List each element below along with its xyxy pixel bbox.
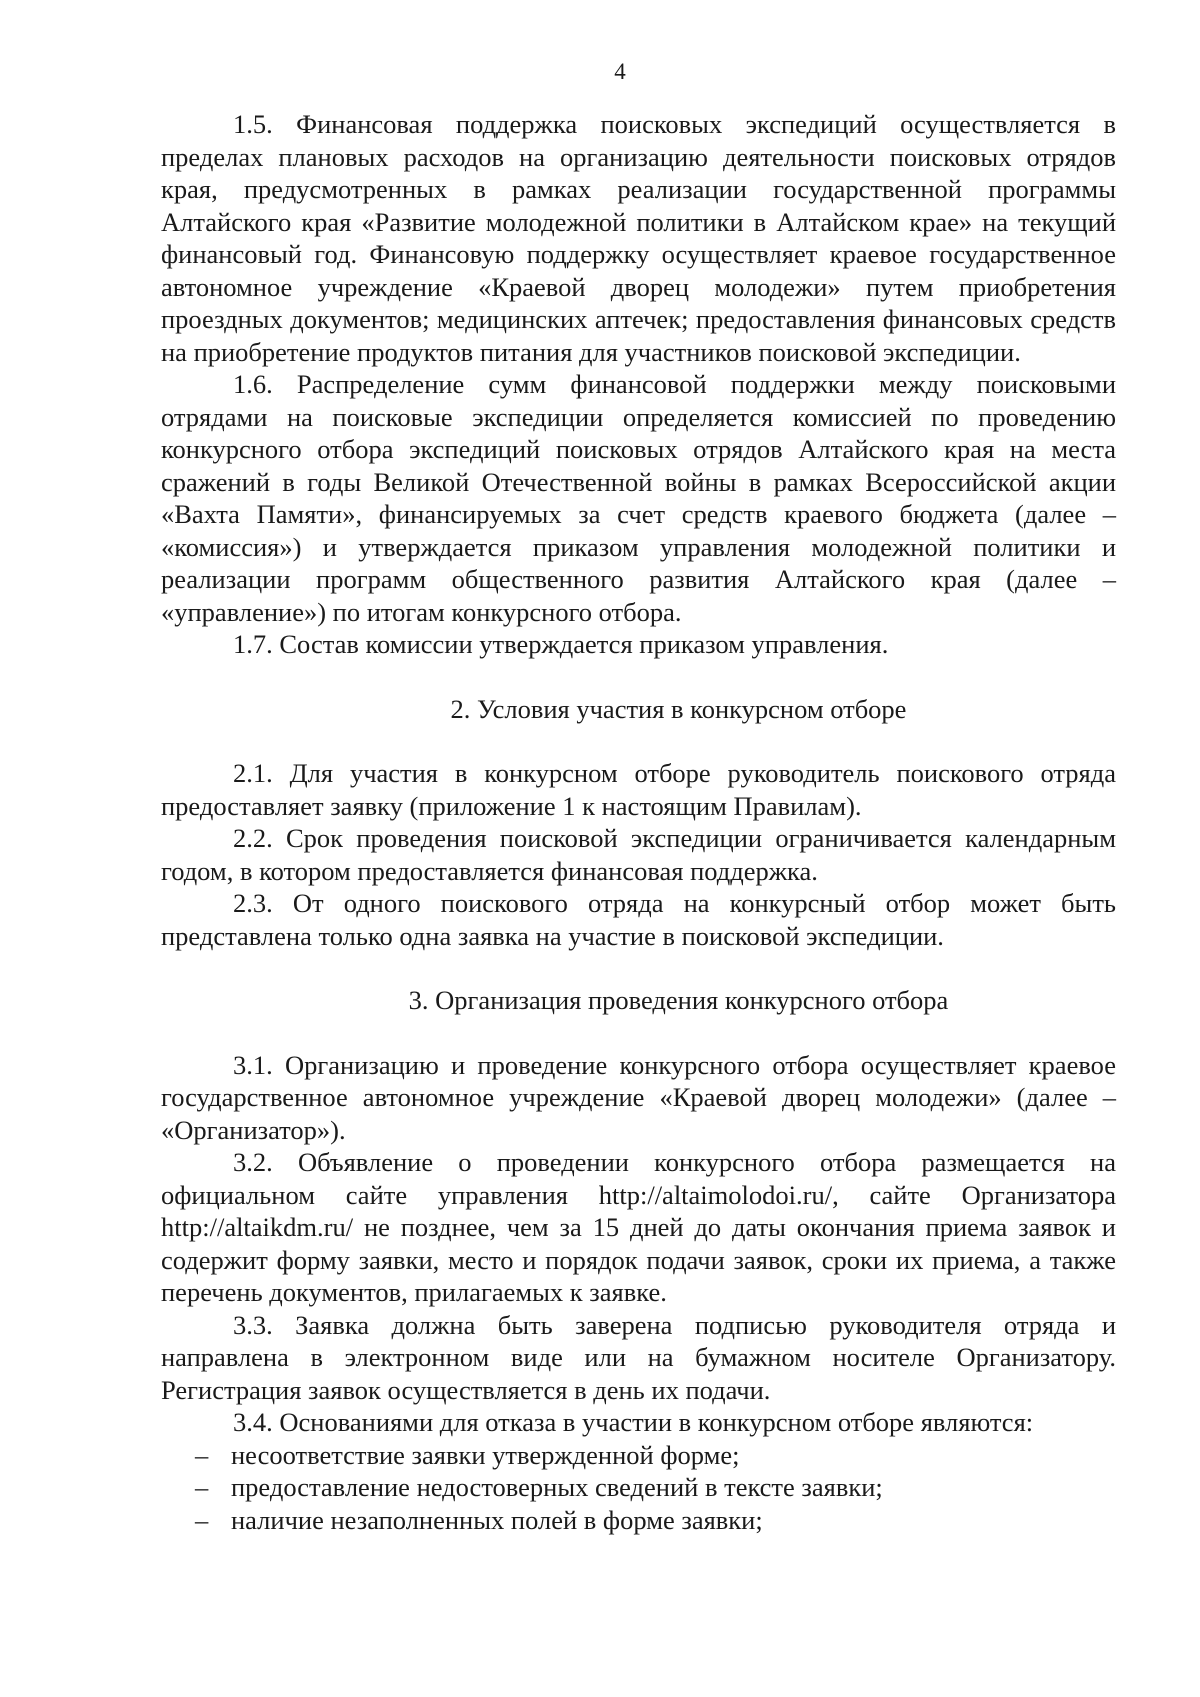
section-spacer: [161, 952, 1116, 984]
paragraph-2-1: 2.1. Для участия в конкурсном отборе руководитель поискового отряда предоставляет заявку (приложение 1 к настоящим Правилам).: [161, 758, 1116, 821]
list-dash: –: [195, 1439, 209, 1470]
section-3-heading: 3. Организация проведения конкурсного отбора: [408, 985, 949, 1015]
list-dash: –: [195, 1504, 209, 1535]
section-spacer: [161, 661, 1116, 693]
refusal-reasons-list: [161, 1439, 1116, 1537]
paragraph-1-7: 1.7. Состав комиссии утверждается приказом управления.: [233, 629, 889, 659]
list-item-text: несоответствие заявки утвержденной форме;: [231, 1439, 740, 1470]
list-item-text: наличие незаполненных полей в форме заявки;: [231, 1504, 763, 1535]
section-spacer: [161, 1017, 1116, 1049]
paragraph-3-2: 3.2. Объявление о проведении конкурсного отбора размещается на официальном сайте управления http://altaimolodoi.ru/, сайте Организатора http://altaikdm.ru/ не позднее, чем за 15 дней до даты окончания приема заявок и содержит форму заявки, место и порядок подачи заявок, сроки их приема, а также перечень документов, прилагаемых к заявке.: [161, 1147, 1116, 1307]
section-spacer: [161, 725, 1116, 757]
document-body: [161, 108, 1116, 1536]
page-number: 4: [614, 59, 626, 84]
paragraph-1-6: 1.6. Распределение сумм финансовой поддержки между поисковыми отрядами на поисковые экспедиции определяется комиссией по проведению конкурсного отбора экспедиций поисковых отрядов Алтайского края на места сражений в годы Великой Отечественной войны в рамках Всероссийской акции «Вахта Памяти», финансируемых за счет средств краевого бюджета (далее – «комиссия») и утверждается приказом управления молодежной политики и реализации программ общественного развития Алтайского края (далее – «управление») по итогам конкурсного отбора.: [161, 369, 1116, 627]
list-dash: –: [195, 1472, 209, 1502]
list-item: [161, 1471, 1116, 1504]
list-item-text: предоставление недостоверных сведений в тексте заявки;: [231, 1472, 883, 1502]
paragraph-3-3: 3.3. Заявка должна быть заверена подписью руководителя отряда и направлена в электронном виде или на бумажном носителе Организатору. Регистрация заявок осуществляется в день их подачи.: [161, 1309, 1116, 1405]
paragraph-2-3: 2.3. От одного поискового отряда на конкурсный отбор может быть представлена только одна заявка на участие в поисковой экспедиции.: [161, 888, 1116, 951]
paragraph-1-5: 1.5. Финансовая поддержка поисковых экспедиций осуществляется в пределах плановых расходов на организацию деятельности поисковых отрядов края, предусмотренных в рамках реализации государственной программы Алтайского края «Развитие молодежной политики в Алтайском крае» на текущий финансовый год. Финансовую поддержку осуществляет краевое государственное автономное учреждение «Краевой дворец молодежи» путем приобретения проездных документов; медицинских аптечек; предоставления финансовых средств на приобретение продуктов питания для участников поисковой экспедиции.: [161, 109, 1116, 367]
paragraph-3-1: 3.1. Организацию и проведение конкурсного отбора осуществляет краевое государственное автономное учреждение «Краевой дворец молодежи» (далее – «Организатор»).: [161, 1049, 1116, 1145]
paragraph-3-4: 3.4. Основаниями для отказа в участии в конкурсном отборе являются:: [233, 1407, 1034, 1437]
section-2-heading: 2. Условия участия в конкурсном отборе: [450, 693, 907, 724]
list-item: [161, 1439, 1116, 1472]
list-item: [161, 1504, 1116, 1537]
paragraph-2-2: 2.2. Срок проведения поисковой экспедиции ограничивается календарным годом, в котором предоставляется финансовая поддержка.: [161, 823, 1116, 886]
